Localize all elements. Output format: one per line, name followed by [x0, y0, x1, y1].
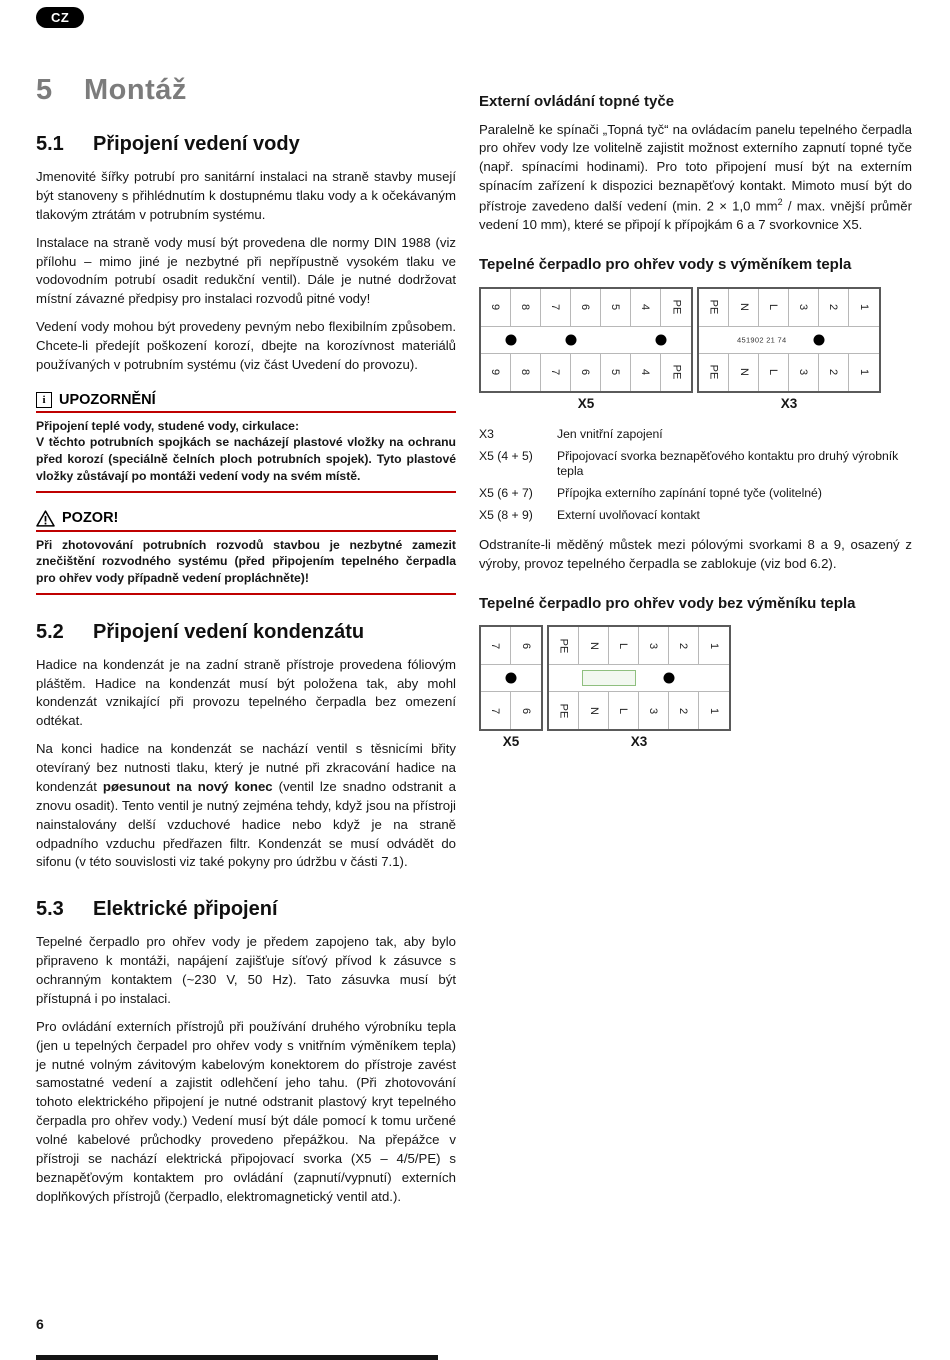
terminal-l: [609, 627, 639, 664]
terminal-block-x5: [479, 287, 693, 393]
terminal-label: 7: [489, 642, 502, 649]
terminal-label: PE: [670, 364, 682, 380]
section-5-heading: [36, 74, 456, 107]
terminal-label: PE: [707, 364, 720, 380]
legend-row: [479, 486, 912, 502]
terminal-8: [511, 289, 541, 326]
terminal-label: 3: [797, 369, 810, 376]
terminal-label: N: [587, 706, 600, 715]
terminal-pe: [699, 289, 729, 326]
terminal-label: 4: [639, 304, 652, 311]
terminal-label: 1: [708, 642, 720, 649]
red-divider: [36, 593, 456, 595]
warning-box: [36, 510, 456, 595]
terminal-block-caption: X3: [780, 395, 798, 411]
section-title: Montáž: [84, 74, 187, 106]
terminal-label: 6: [520, 707, 532, 714]
terminal-label: 1: [708, 707, 720, 714]
terminal-label: PE: [557, 638, 570, 654]
paragraph-text: / max. vnější průměr vedení 10 mm), které se připojí k přípojkám 6 a 7 svorkovnice X5.: [479, 198, 912, 233]
terminal-diagram-without-heat-exchanger: [479, 625, 912, 749]
warning-icon: [36, 510, 55, 527]
terminal-label: 7: [489, 707, 502, 714]
terminal-diagram-with-heat-exchanger: [479, 287, 912, 411]
terminal-label-row: [481, 289, 691, 326]
terminal-label: 6: [579, 304, 592, 311]
red-divider: [36, 491, 456, 493]
page-number: 6: [36, 1316, 44, 1332]
terminal-label-row: [549, 692, 729, 729]
terminal-3: [639, 692, 669, 729]
terminal-label: PE: [707, 299, 720, 315]
terminal-block-x3: [697, 287, 881, 393]
legend-term: X3: [479, 426, 494, 441]
legend-term: X5 (6 + 7): [479, 486, 533, 501]
terminal-label: 2: [827, 369, 840, 376]
terminal-1: [699, 627, 729, 664]
terminal-1: [699, 692, 729, 729]
terminal-label: L: [767, 369, 780, 376]
notice-title: UPOZORNĚNÍ: [59, 391, 156, 408]
terminal-l: [609, 692, 639, 729]
terminal-label: 8: [519, 369, 532, 376]
terminal-5: [601, 354, 631, 391]
diagram1-heading: Tepelné čerpadlo pro ohřev vody s výměníkem tepla: [479, 256, 852, 274]
terminal-5: [601, 289, 631, 326]
terminal-label: N: [737, 303, 750, 312]
terminal-block-caption: X3: [630, 734, 648, 750]
terminal-4: [631, 289, 661, 326]
red-divider: [36, 530, 456, 532]
terminal-label-row: [481, 354, 691, 391]
section-5-2-heading: [36, 621, 456, 644]
terminal-block-caption: X5: [577, 395, 595, 411]
notice-box: [36, 392, 456, 493]
terminal-block-group-x5: [479, 625, 543, 749]
terminal-label: 2: [677, 707, 690, 714]
paragraph: Hadice na kondenzát je na zadní straně přístroje provedena fóliovým pláštěm. Hadice na kondenzát musí být položena tak, aby mohl kondenzát vznikající při provozu tepelného čerpadla bez omezení odtékat.: [36, 656, 456, 729]
paragraph: Tepelné čerpadlo pro ohřev vody je předem zapojeno tak, aby bylo připraveno k montáži, napájení zajišťuje síťový přívod k zásuvce s ochranným kontaktem (~230 V, 50 Hz). Tato zásuvka musí být přístupná i po instalaci.: [36, 934, 456, 1006]
paragraph: Odstraníte-li měděný můstek mezi pólovými svorkami 8 a 9, osazený z výroby, provoz tepelného čerpadla se zablokuje (viz bod 6.2).: [479, 536, 912, 571]
terminal-n: [579, 627, 609, 664]
terminal-label: N: [737, 368, 750, 377]
section-title: Elektrické připojení: [93, 898, 278, 921]
terminal-label: 7: [549, 304, 562, 311]
terminal-dot: [664, 673, 675, 684]
terminal-l: [759, 354, 789, 391]
terminal-legend: [479, 427, 912, 524]
content-columns: [36, 74, 912, 1216]
terminal-block-group-x3: [547, 625, 731, 749]
paragraph-text: Na konci hadice na kondenzát se nachází ventil s těsnicími břity otevíraný bez nutnosti tlaku, který je nutné při zkracování hadice na kondenzát: [36, 741, 456, 794]
terminal-label-row: [481, 692, 541, 729]
terminal-label: 6: [579, 369, 592, 376]
terminal-block-group-x3: [697, 287, 881, 411]
warning-title: POZOR!: [62, 510, 119, 527]
diagram2-heading: Tepelné čerpadlo pro ohřev vody bez výměníku tepla: [479, 594, 856, 612]
terminal-label: 5: [609, 369, 622, 376]
paragraph-bold-text: pøesunout na nový konec: [102, 778, 273, 794]
info-icon: i: [36, 392, 52, 408]
right-column: [479, 74, 912, 753]
jumper-link: [582, 670, 636, 686]
left-column: [36, 74, 456, 1216]
section-5-1-heading: [36, 133, 456, 156]
terminal-label: L: [617, 707, 630, 714]
paragraph: Instalace na straně vody musí být provedena dle normy DIN 1988 (viz přílohu – mimo jiné je nezbytné při nepřípustně vysokém tlaku ve vodovodním potrubí osadit redukční ventil). Dále je nutné dodržovat místní závazné předpisy pro instalaci rozvodů pitné vody!: [36, 234, 456, 307]
notice-header: [36, 392, 456, 408]
terminal-2: [819, 354, 849, 391]
terminal-dot: [656, 334, 667, 345]
paragraph: Jmenovité šířky potrubí pro sanitární instalaci na straně stavby musejí být stanoveny s přihlédnutím k dostupnému tlaku vody a k očekávaným tlakovým ztrátám v potrubním systému.: [36, 169, 456, 222]
terminal-6: [571, 289, 601, 326]
terminal-pe: [549, 627, 579, 664]
warning-header: [36, 510, 456, 527]
part-number: 451902 21 74: [737, 335, 787, 345]
terminal-pe: [661, 354, 691, 391]
external-control-heading: Externí ovládání topné tyče: [479, 93, 675, 110]
terminal-label: L: [767, 304, 780, 311]
terminal-label: 2: [827, 304, 840, 311]
terminal-6: [511, 692, 541, 729]
terminal-2: [669, 627, 699, 664]
terminal-label: 1: [858, 369, 870, 376]
terminal-label: PE: [670, 299, 682, 315]
paragraph: [479, 121, 912, 236]
terminal-7: [541, 289, 571, 326]
terminal-block-x3: [547, 625, 731, 731]
terminal-7: [541, 354, 571, 391]
terminal-label: 6: [520, 642, 532, 649]
terminal-4: [631, 354, 661, 391]
terminal-label: 5: [609, 304, 622, 311]
legend-term: X5 (4 + 5): [479, 448, 533, 463]
legend-desc: Externí uvolňovací kontakt: [557, 508, 700, 523]
terminal-6: [511, 627, 541, 664]
terminal-n: [729, 354, 759, 391]
terminal-6: [571, 354, 601, 391]
paragraph: Pro ovládání externích přístrojů při používání druhého výrobníku tepla (jen u tepelných čerpadel pro ohřev vody s vnitřním výměníkem tepla) je nutné volným závitovým kabelovým konektorem do přístroje zavést samostatné vedení a zajistit odlehčení jeho tahu. (Při zhotovování tohoto elektrického připojení je nutné odstranit plastový kryt tepelného čerpadla pro ohřev vody.) Vedení musí být dále pomocí k tomu určené volné kabelové průchodky provedeno přepážkou. Na přepážce v přístroji se nachází elektrická připojovací svorka (X5 – 4/5/PE) s beznapěťovým kontaktem pro ovládání (zapnutí/vypnutí) externích doplňkových přístrojů (čerpadlo, elektromagnetický ventil atd.).: [36, 1018, 456, 1204]
section-number: 5.3: [36, 898, 64, 921]
terminal-label: 3: [797, 304, 810, 311]
terminal-label: 7: [549, 369, 562, 376]
terminal-label: 1: [858, 304, 870, 311]
legend-term: X5 (8 + 9): [479, 508, 533, 523]
notice-body: [36, 418, 456, 485]
warning-body: Při zhotovování potrubních rozvodů stavbou je nezbytné zamezit znečištění rozvodného systému (před připojením tepelného čerpadla pro ohřev vody případně vedení propláchněte)!: [36, 537, 456, 585]
terminal-9: [481, 289, 511, 326]
terminal-label: N: [587, 641, 600, 650]
section-number: 5: [36, 74, 53, 106]
section-title: Připojení vedení vody: [93, 133, 300, 155]
terminal-label: 2: [677, 642, 690, 649]
terminal-block-group-x5: [479, 287, 693, 411]
red-divider: [36, 411, 456, 413]
superscript: 2: [777, 197, 783, 207]
terminal-pe: [699, 354, 729, 391]
terminal-dot: [566, 334, 577, 345]
legend-row: [479, 508, 912, 524]
legend-row: [479, 427, 912, 443]
terminal-band: [699, 326, 879, 354]
terminal-dot: [506, 673, 517, 684]
paragraph-text: (ventil lze snadno odstranit a znovu osadit). Tento ventil je nutný zejména tehdy, když jsou na přístroji nainstalovány delší vzduchové hadice nebo když je na straně odpadního vzduchu předřazen filtr. Kondenzát se musí odvádět do sifonu (v této souvislosti viz také pokyny pro údržbu v části 7.1).: [36, 778, 456, 870]
terminal-l: [759, 289, 789, 326]
terminal-n: [729, 289, 759, 326]
terminal-label: 9: [489, 304, 502, 311]
paragraph: [36, 740, 456, 872]
terminal-dot: [506, 334, 517, 345]
language-badge: CZ: [36, 7, 84, 28]
terminal-1: [849, 289, 879, 326]
terminal-9: [481, 354, 511, 391]
section-number: 5.1: [36, 133, 64, 155]
terminal-band: [549, 664, 729, 692]
terminal-pe: [549, 692, 579, 729]
terminal-label: PE: [557, 703, 570, 719]
notice-lead: Připojení teplé vody, studené vody, cirkulace:: [36, 418, 300, 433]
terminal-7: [481, 627, 511, 664]
terminal-3: [789, 354, 819, 391]
terminal-3: [639, 627, 669, 664]
terminal-8: [511, 354, 541, 391]
terminal-pe: [661, 289, 691, 326]
section-number: 5.2: [36, 620, 64, 643]
terminal-2: [669, 692, 699, 729]
legend-desc: Jen vnitřní zapojení: [557, 426, 663, 441]
paragraph-text: Paralelně ke spínači „Topná tyč“ na ovládacím panelu tepelného čerpadla pro ohřev vody lze volitelně zajistit možnost externího zapnutí topné tyče (např. spínacími hodinami). Pro toto připojení musí být na externím spínacím zařízení k dispozici beznapěťový kontakt. Mimoto musí být do přístroje zavedeno další vedení (min. 2 × 1,0 mm: [479, 121, 912, 214]
terminal-label: 3: [647, 642, 660, 649]
terminal-label: 8: [519, 304, 532, 311]
terminal-n: [579, 692, 609, 729]
terminal-label-row: [549, 627, 729, 664]
legend-desc: Připojovací svorka beznapěťového kontaktu pro druhý výrobník tepla: [557, 448, 899, 479]
notice-text: V těchto potrubních spojkách se nacházejí plastové vložky na ochranu před korozí (speciálně čelních ploch potrubních spojek). Tyto plastové vložky zůstávají po montáži vedení vody na svém místě.: [36, 435, 456, 483]
terminal-band: [481, 326, 691, 354]
terminal-2: [819, 289, 849, 326]
terminal-label-row: [699, 354, 879, 391]
terminal-label-row: [481, 627, 541, 664]
legend-desc: Přípojka externího zapínání topné tyče (volitelné): [557, 486, 822, 501]
legend-row: [479, 449, 912, 481]
section-title: Připojení vedení kondenzátu: [93, 620, 365, 643]
section-5-3-heading: [36, 898, 456, 921]
terminal-block-x5: [479, 625, 543, 731]
terminal-band: [481, 664, 541, 692]
cropped-next-line-artifact: [36, 1355, 438, 1360]
paragraph: Vedení vody mohou být provedeny pevným nebo flexibilním způsobem. Chcete-li předejít poškození korozí, dbejte na korozívnost materiálů používaných v potrubním systému (viz část Uvedení do provozu).: [36, 319, 456, 372]
terminal-3: [789, 289, 819, 326]
terminal-dot: [814, 334, 825, 345]
terminal-block-caption: X5: [502, 734, 520, 750]
terminal-label: 3: [647, 707, 660, 714]
terminal-1: [849, 354, 879, 391]
terminal-7: [481, 692, 511, 729]
terminal-label-row: [699, 289, 879, 326]
terminal-label: L: [617, 642, 630, 649]
terminal-label: 4: [639, 369, 652, 376]
terminal-label: 9: [489, 369, 502, 376]
